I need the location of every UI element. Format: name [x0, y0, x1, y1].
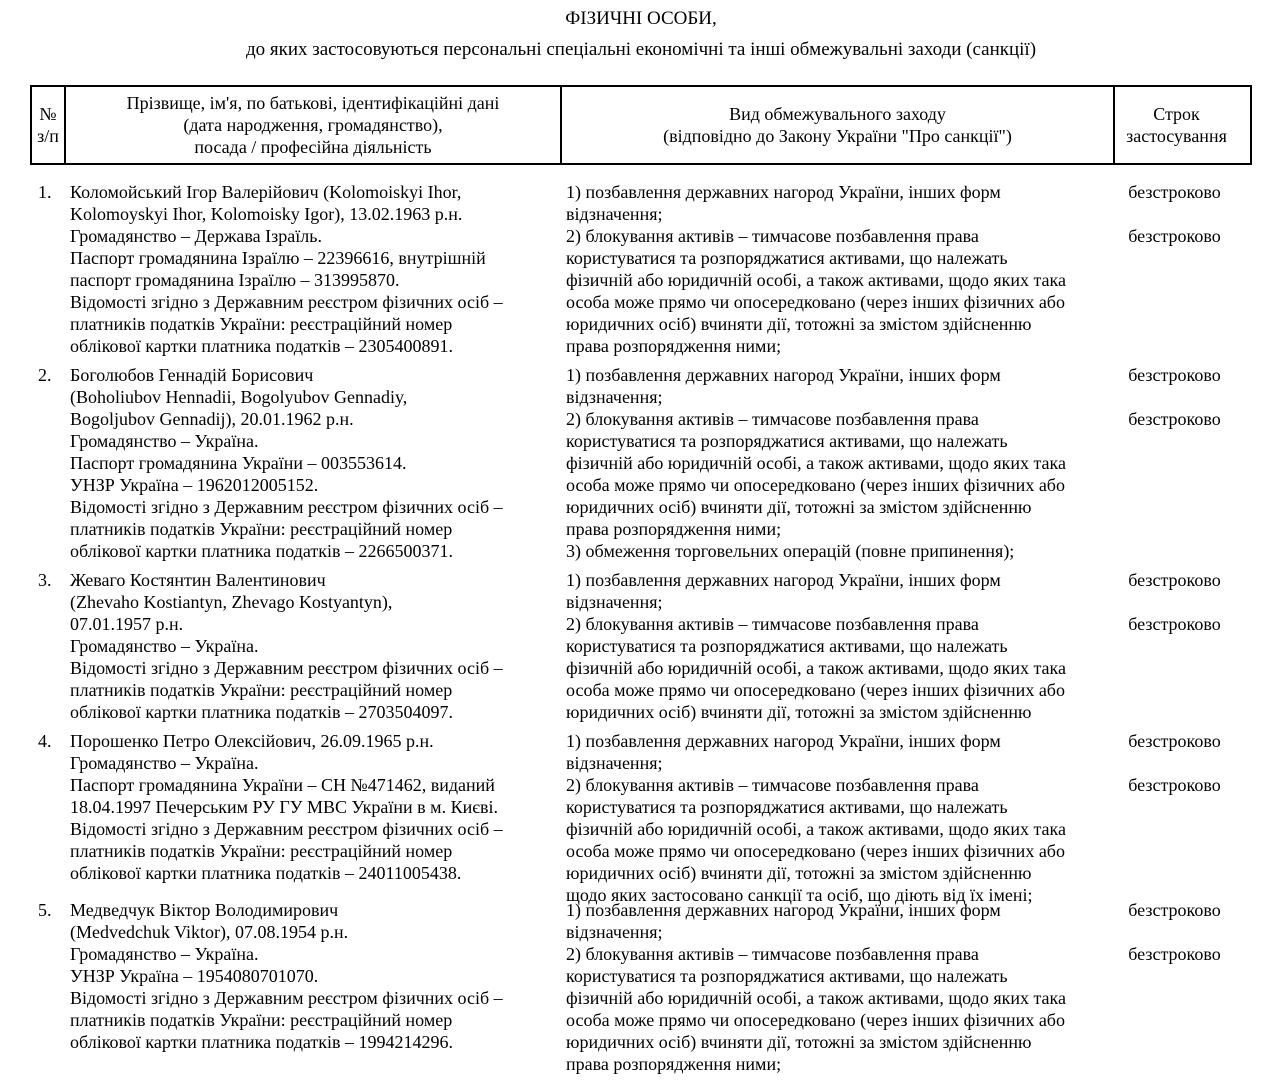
- measure-text-line: юридичних осіб) вчиняти дії, тотожні за змістом здійсненню: [566, 702, 1032, 722]
- term-cell: [1111, 899, 1238, 965]
- header-text-line: застосування: [1126, 126, 1227, 146]
- person-text-line: облікової картки платника податків – 24011005438.: [70, 863, 462, 883]
- person-text-line: Громадянство – Україна.: [70, 636, 259, 656]
- measure-text-line: щодо яких застосовано санкції та осіб, що діють від їх імені;: [566, 885, 1033, 905]
- page-title: ФІЗИЧНІ ОСОБИ,: [565, 8, 717, 29]
- term-cell: [1111, 730, 1238, 796]
- measure-text-line: юридичних осіб) вчиняти дії, тотожні за змістом здійсненню: [566, 863, 1032, 883]
- term-label: [1111, 921, 1238, 943]
- header-text-line: з/п: [37, 126, 59, 146]
- measure-text-line: 2) блокування активів – тимчасове позбавлення права: [566, 775, 979, 795]
- header-text-line: посада / професійна діяльність: [194, 137, 432, 157]
- measure-text-line: користуватися та розпоряджатися активами, що належать: [566, 636, 1008, 656]
- measure-text-line: відзначення;: [566, 387, 663, 407]
- header-text-line: Прізвище, ім'я, по батькові, ідентифікаційні дані: [126, 93, 500, 113]
- measure-text-line: 1) позбавлення державних нагород України, інших форм: [566, 900, 1001, 920]
- measure-text-line: 1) позбавлення державних нагород України, інших форм: [566, 570, 1001, 590]
- person-text-line: Відомості згідно з Державним реєстром фізичних осіб –: [70, 292, 503, 312]
- measure-text-line: юридичних осіб) вчиняти дії, тотожні за змістом здійсненню: [566, 497, 1032, 517]
- measure-text-line: юридичних осіб) вчиняти дії, тотожні за змістом здійсненню: [566, 314, 1032, 334]
- row-number: [30, 569, 64, 591]
- person-text-line: Відомості згідно з Державним реєстром фізичних осіб –: [70, 497, 503, 517]
- header-text-line: (відповідно до Закону України "Про санкції"): [663, 126, 1012, 146]
- measure-text-line: фізичній або юридичній особі, а також активами, щодо яких така: [566, 270, 1067, 290]
- row-number: [30, 899, 64, 921]
- person-text-line: 18.04.1997 Печерським РУ ГУ МВС України в м. Києві.: [70, 797, 498, 817]
- term-label: безстроково: [1128, 226, 1221, 246]
- measure-text-line: 1) позбавлення державних нагород України, інших форм: [566, 731, 1001, 751]
- table-body: [30, 181, 1252, 1075]
- measure-text-line: відзначення;: [566, 204, 663, 224]
- measure-text-line: 2) блокування активів – тимчасове позбавлення права: [566, 944, 979, 964]
- measure-text-line: відзначення;: [566, 592, 663, 612]
- term-label: [1111, 203, 1238, 225]
- measure-cell: [558, 730, 1111, 905]
- table-row: [30, 899, 1252, 1075]
- person-text-line: паспорт громадянина Ізраїлю – 313995870.: [70, 270, 400, 290]
- page-subtitle: до яких застосовуються персональні спеціальні економічні та інші обмежувальні заходи (санкції): [245, 39, 1037, 60]
- measure-cell: [558, 569, 1111, 723]
- measure-text-line: особа може прямо чи опосередковано (через інших фізичних або: [566, 475, 1065, 495]
- header-col-person: [64, 87, 560, 163]
- term-label: безстроково: [1128, 570, 1221, 590]
- person-text-line: Громадянство – Україна.: [70, 431, 259, 451]
- person-text-line: УНЗР Україна – 1954080701070.: [70, 966, 319, 986]
- person-text-line: платників податків України: реєстраційний номер: [70, 1010, 453, 1030]
- person-text-line: Коломойський Ігор Валерійович (Kolomoiskyi Ihor,: [70, 182, 462, 202]
- person-text-line: Kolomoyskyi Ihor, Kolomoisky Igor), 13.02.1963 р.н.: [70, 204, 463, 224]
- term-label: [1111, 591, 1238, 613]
- person-text-line: платників податків України: реєстраційний номер: [70, 841, 453, 861]
- measure-text-line: 2) блокування активів – тимчасове позбавлення права: [566, 409, 979, 429]
- row-number-text: 3.: [38, 570, 52, 590]
- person-text-line: (Zhevaho Kostiantyn, Zhevago Kostyantyn),: [70, 592, 393, 612]
- person-text-line: УНЗР Україна – 1962012005152.: [70, 475, 319, 495]
- row-number-text: 2.: [38, 365, 52, 385]
- term-label: безстроково: [1128, 944, 1221, 964]
- person-cell: [64, 364, 558, 562]
- measure-cell: [558, 364, 1111, 562]
- table-header: [30, 85, 1252, 165]
- table-row: [30, 730, 1252, 905]
- measure-text-line: 2) блокування активів – тимчасове позбавлення права: [566, 614, 979, 634]
- table-row: [30, 364, 1252, 562]
- row-number: [30, 181, 64, 203]
- term-label: безстроково: [1128, 409, 1221, 429]
- row-number-text: 1.: [38, 182, 52, 202]
- term-label: безстроково: [1128, 182, 1221, 202]
- term-label: [1111, 752, 1238, 774]
- header-text-line: Строк: [1153, 104, 1200, 124]
- term-label: безстроково: [1128, 775, 1221, 795]
- measure-text-line: 2) блокування активів – тимчасове позбавлення права: [566, 226, 979, 246]
- header-col-term: [1113, 87, 1238, 163]
- measure-text-line: особа може прямо чи опосередковано (через інших фізичних або: [566, 680, 1065, 700]
- header-text-line: (дата народження, громадянство),: [183, 115, 443, 135]
- person-text-line: Громадянство – Україна.: [70, 753, 259, 773]
- term-label: безстроково: [1128, 900, 1221, 920]
- person-text-line: 07.01.1957 р.н.: [70, 614, 184, 634]
- clipped-line: [566, 884, 1111, 905]
- measure-cell: [558, 899, 1111, 1075]
- table-row: [30, 181, 1252, 357]
- header-text-line: №: [39, 104, 57, 124]
- measure-text-line: відзначення;: [566, 753, 663, 773]
- measure-cell: [558, 181, 1111, 357]
- person-text-line: Паспорт громадянина України – 003553614.: [70, 453, 407, 473]
- row-number: [30, 730, 64, 752]
- term-label: безстроково: [1128, 614, 1221, 634]
- term-label: [1111, 386, 1238, 408]
- row-number-text: 4.: [38, 731, 52, 751]
- person-text-line: Відомості згідно з Державним реєстром фізичних осіб –: [70, 658, 503, 678]
- measure-text-line: відзначення;: [566, 922, 663, 942]
- measure-text-line: особа може прямо чи опосередковано (через інших фізичних або: [566, 841, 1065, 861]
- measure-text-line: юридичних осіб) вчиняти дії, тотожні за змістом здійсненню: [566, 1032, 1032, 1052]
- term-cell: [1111, 569, 1238, 635]
- measure-text-line: права розпорядження ними;: [566, 519, 782, 539]
- person-text-line: Громадянство – Україна.: [70, 944, 259, 964]
- person-text-line: платників податків України: реєстраційний номер: [70, 680, 453, 700]
- header-col-measure: [560, 87, 1113, 163]
- row-number-text: 5.: [38, 900, 52, 920]
- person-text-line: Відомості згідно з Державним реєстром фізичних осіб –: [70, 988, 503, 1008]
- measure-text-line: користуватися та розпоряджатися активами, що належать: [566, 966, 1008, 986]
- person-cell: [64, 899, 558, 1053]
- person-text-line: Медведчук Віктор Володимирович: [70, 900, 339, 920]
- person-text-line: (Boholiubov Hennadii, Bogolyubov Gennadiy,: [70, 387, 408, 407]
- measure-text-line: особа може прямо чи опосередковано (через інших фізичних або: [566, 1010, 1065, 1030]
- person-text-line: Боголюбов Геннадій Борисович: [70, 365, 314, 385]
- person-text-line: облікової картки платника податків – 1994214296.: [70, 1032, 454, 1052]
- term-label: безстроково: [1128, 731, 1221, 751]
- person-text-line: Жеваго Костянтин Валентинович: [70, 570, 326, 590]
- measure-text-line: фізичній або юридичній особі, а також активами, щодо яких така: [566, 988, 1067, 1008]
- measure-text-line: фізичній або юридичній особі, а також активами, щодо яких така: [566, 453, 1067, 473]
- person-text-line: облікової картки платника податків – 2703504097.: [70, 702, 454, 722]
- measure-text-line: користуватися та розпоряджатися активами, що належать: [566, 797, 1008, 817]
- person-cell: [64, 181, 558, 357]
- measure-text-line: особа може прямо чи опосередковано (через інших фізичних або: [566, 292, 1065, 312]
- row-number: [30, 364, 64, 386]
- term-cell: [1111, 181, 1238, 247]
- person-text-line: Паспорт громадянина України – СН №471462, виданий: [70, 775, 495, 795]
- person-text-line: Відомості згідно з Державним реєстром фізичних осіб –: [70, 819, 503, 839]
- person-text-line: Паспорт громадянина Ізраїлю – 22396616, внутрішній: [70, 248, 486, 268]
- measure-text-line: 1) позбавлення державних нагород України, інших форм: [566, 182, 1001, 202]
- measure-text-line: права розпорядження ними;: [566, 1054, 782, 1074]
- table-row: [30, 569, 1252, 723]
- person-text-line: платників податків України: реєстраційний номер: [70, 519, 453, 539]
- person-text-line: облікової картки платника податків – 2305400891.: [70, 336, 454, 356]
- measure-text-line: права розпорядження ними;: [566, 336, 782, 356]
- term-label: безстроково: [1128, 365, 1221, 385]
- person-text-line: (Medvedchuk Viktor), 07.08.1954 р.н.: [70, 922, 349, 942]
- header-text-line: Вид обмежувального заходу: [729, 104, 946, 124]
- person-cell: [64, 569, 558, 723]
- measure-text-line: 3) обмеження торговельних операцій (повне припинення);: [566, 541, 1015, 561]
- term-cell: [1111, 364, 1238, 430]
- person-text-line: Bogoljubov Gennadij), 20.01.1962 р.н.: [70, 409, 354, 429]
- measure-text-line: користуватися та розпоряджатися активами, що належать: [566, 248, 1008, 268]
- header-col-number: [32, 87, 64, 163]
- person-text-line: Громадянство – Держава Ізраїль.: [70, 226, 322, 246]
- person-cell: [64, 730, 558, 884]
- measure-text-line: 1) позбавлення державних нагород України, інших форм: [566, 365, 1001, 385]
- person-text-line: Порошенко Петро Олексійович, 26.09.1965 р.н.: [70, 731, 434, 751]
- measure-text-line: фізичній або юридичній особі, а також активами, щодо яких така: [566, 658, 1067, 678]
- person-text-line: платників податків України: реєстраційний номер: [70, 314, 453, 334]
- measure-text-line: фізичній або юридичній особі, а також активами, щодо яких така: [566, 819, 1067, 839]
- measure-text-line: користуватися та розпоряджатися активами, що належать: [566, 431, 1008, 451]
- person-text-line: облікової картки платника податків – 2266500371.: [70, 541, 454, 561]
